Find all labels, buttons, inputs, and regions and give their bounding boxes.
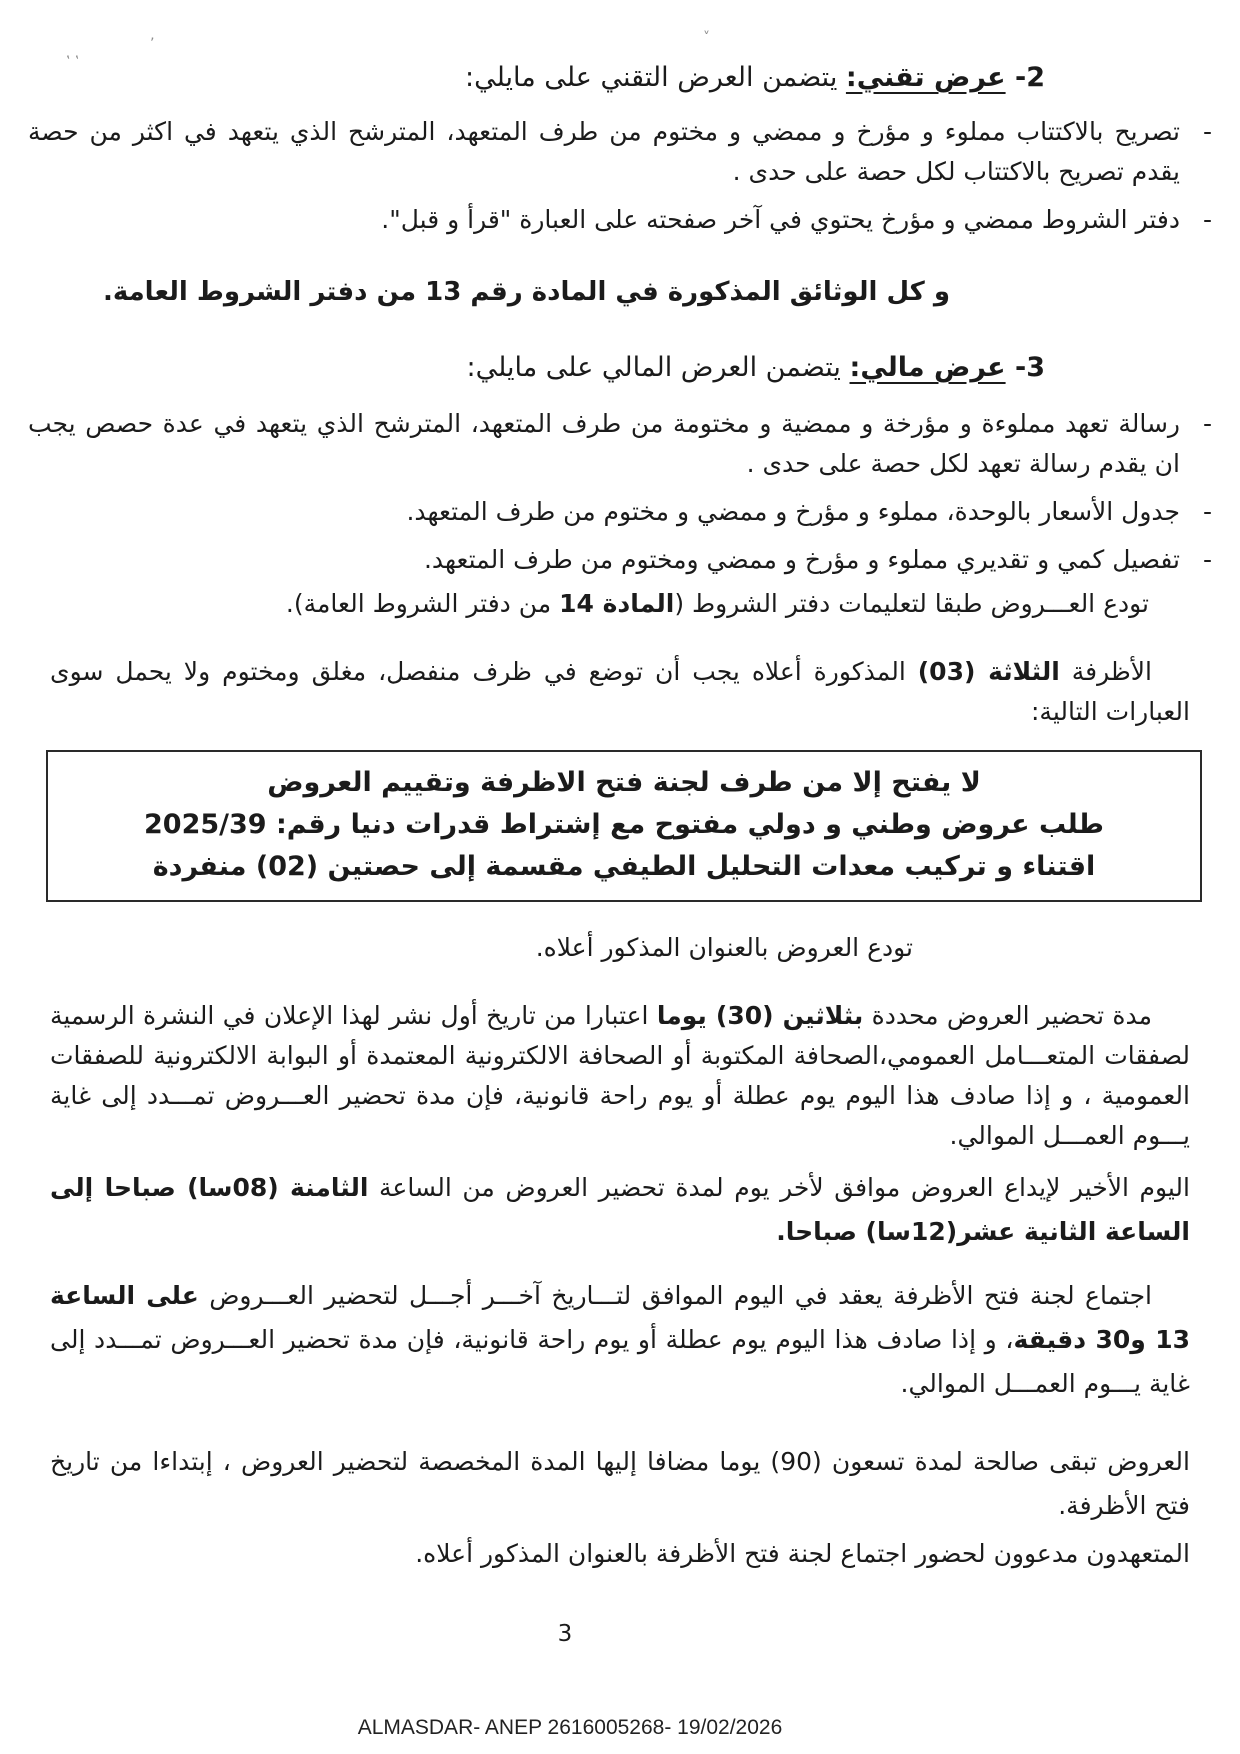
offers-validity-paragraph: العروض تبقى صالحة لمدة تسعون (90) يوما مضافا إليها المدة المخصصة لتحضير العروض ، إبتداءا من تاريخ فتح الأظرفة.: [50, 1447, 1190, 1520]
thirty-days-value: بثلاثين (30) يوما: [656, 1001, 864, 1030]
anep-footer: ALMASDAR- ANEP 2616005268- 19/02/2026: [357, 1716, 783, 1739]
list-item-text: تفصيل كمي و تقديري مملوء و مؤرخ و ممضي ومختوم من طرف المتعهد.: [423, 545, 1180, 574]
notice-line-tender-number: طلب عروض وطني و دولي مفتوح مع إشتراط قدرات دنيا رقم: 2025/39: [144, 809, 1104, 840]
list-item-text: دفتر الشروط ممضي و مؤرخ يحتوي في آخر صفحته على العبارة "قرأ و قبل".: [381, 205, 1180, 234]
bidders-invitation-line: المتعهدون مدعوون لحضور اجتماع لجنة فتح الأظرفة بالعنوان المذكور أعلاه.: [415, 1539, 1190, 1568]
text-segment: الأظرفة: [1059, 657, 1152, 686]
text-segment: مدة تحضير العروض محددة: [863, 1001, 1153, 1030]
all-documents-line: و كل الوثائق المذكورة في المادة رقم 13 من دفتر الشروط العامة.: [102, 277, 950, 307]
list-item: [28, 112, 1216, 192]
section-heading-technical-offer: [465, 58, 1045, 98]
section-title: عرض مالي:: [849, 352, 1006, 383]
text-segment: من دفتر الشروط العامة).: [285, 589, 560, 618]
last-deposit-day-paragraph: [50, 1166, 1190, 1254]
scan-speck: ’: [150, 36, 155, 52]
text-segment: اجتماع لجنة فتح الأظرفة يعقد في اليوم الموافق لتـــاريخ آخـــر أجـــل لتحضير العـــروض: [198, 1281, 1152, 1310]
technical-offer-list: [28, 112, 1216, 248]
section-intro: يتضمن العرض المالي على مايلي:: [466, 352, 850, 383]
section-title: عرض تقني:: [845, 62, 1006, 93]
page-number: 3: [557, 1621, 573, 1647]
financial-offer-list: [28, 404, 1216, 588]
text-segment: ، و إذا صادف هذا اليوم يوم عطلة أو يوم راحة قانونية، فإن مدة تحضير العـــروض تمـــدد إلى غاية يـــوم العمـــل الموالي.: [50, 1325, 1190, 1398]
opening-meeting-paragraph: [50, 1274, 1190, 1406]
meeting-time-value: على الساعة 13 و30 دقيقة: [50, 1281, 1190, 1354]
section-number: 2-: [1005, 62, 1045, 93]
article-14-ref: المادة 14: [559, 589, 675, 618]
deposit-hours-value: الثامنة (08سا) صباحا إلى الساعة الثانية عشر(12سا) صباحا.: [50, 1173, 1190, 1246]
text-segment: تودع العـــروض طبقا لتعليمات دفتر الشروط (: [674, 589, 1149, 618]
deposit-instructions-line: [286, 584, 1149, 624]
address-line: تودع العروض بالعنوان المذكور أعلاه.: [535, 933, 913, 962]
section-number: 3-: [1005, 352, 1045, 383]
list-item: [28, 200, 1216, 240]
section-intro: يتضمن العرض التقني على مايلي:: [464, 62, 846, 93]
preparation-duration-paragraph: [50, 996, 1190, 1156]
list-item-text: جدول الأسعار بالوحدة، مملوء و مؤرخ و ممضي و مختوم من طرف المتعهد.: [406, 497, 1180, 526]
scan-speck: ˅: [703, 30, 710, 46]
section-heading-financial-offer: [466, 348, 1045, 388]
text-segment: المذكورة أعلاه يجب أن توضع في ظرف منفصل، مغلق ومختوم ولا يحمل سوى العبارات التالية:: [50, 657, 1190, 726]
notice-line-subject: اقتناء و تركيب معدات التحليل الطيفي مقسمة إلى حصتين (02) منفردة: [152, 851, 1096, 882]
tender-notice-box: [46, 750, 1202, 902]
text-segment: اليوم الأخير لإيداع العروض موافق لأخر يوم لمدة تحضير العروض من الساعة: [368, 1173, 1190, 1202]
list-item-text: تصريح بالاكتتاب مملوء و مؤرخ و ممضي و مختوم من طرف المتعهد، المترشح الذي يتعهد في اكثر من حصة يقدم تصريح بالاكتتاب لكل حصة على حدى .: [28, 117, 1180, 186]
three-envelopes-count: الثلاثة (03): [917, 657, 1060, 686]
list-item-text: رسالة تعهد مملوءة و مؤرخة و ممضية و مختومة من طرف المتعهد، المترشح الذي يتعهد في عدة حصص يجب ان يقدم رسالة تعهد لكل حصة على حدى .: [28, 409, 1180, 478]
list-item: [28, 540, 1216, 580]
list-item: [28, 492, 1216, 532]
notice-line-open-only-by-committee: لا يفتح إلا من طرف لجنة فتح الاظرفة وتقييم العروض: [267, 767, 981, 798]
list-item: [28, 404, 1216, 484]
text-segment: اعتبارا من تاريخ أول نشر لهذا الإعلان في النشرة الرسمية لصفقات المتعـــامل العمومي،الصحافة المكتوبة أو الصحافة الالكترونية المعتمدة أو البوابة الالكترونية للصفقات العمومية ، و إذا صادف هذا اليوم يوم عطلة أو يوم راحة قانونية، فإن مدة تحضير العـــروض تمـــدد إلى غاية يـــوم العمـــل الموالي.: [50, 1001, 1190, 1150]
scan-speck: ‛ ‛: [66, 54, 80, 70]
envelopes-paragraph: [50, 652, 1190, 732]
